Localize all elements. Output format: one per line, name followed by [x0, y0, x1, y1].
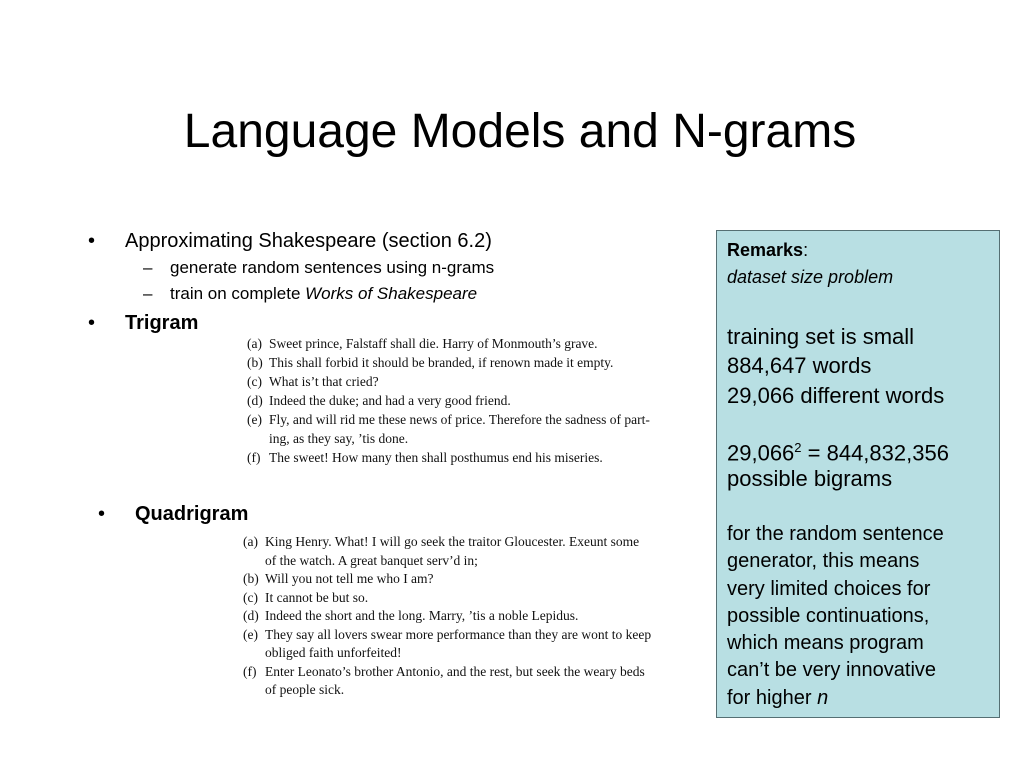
- bigram-base: 29,066: [727, 440, 795, 466]
- quadrigram-examples: [243, 532, 683, 697]
- bullet-dot-icon: •: [88, 312, 96, 334]
- remarks-distinct: 29,066 different words: [727, 383, 945, 408]
- remarks-note-line: [727, 685, 997, 712]
- bigram-result: = 844,832,356: [801, 440, 949, 466]
- example-label: (a): [247, 336, 262, 351]
- example-label: (a): [243, 534, 258, 549]
- bigram-exponent: 2: [794, 440, 802, 455]
- example-label: (b): [243, 571, 259, 586]
- example-label: (c): [243, 589, 258, 605]
- example-text-line: It cannot be but so.: [265, 589, 369, 605]
- remarks-note-line: for the random sentence: [727, 523, 944, 545]
- example-label: (f): [247, 450, 261, 465]
- example-text-line: Will you not tell me who I am?: [265, 571, 434, 586]
- example-text-line: of people sick.: [265, 682, 345, 697]
- dash-icon: –: [143, 258, 153, 277]
- example-label: (e): [243, 626, 258, 642]
- example-text-line: What is’t that cried?: [269, 374, 379, 389]
- example-text-line: This shall forbid it should be branded, if renown made it empty.: [269, 355, 614, 370]
- remarks-training: training set is small: [727, 324, 915, 349]
- example-label: (b): [247, 355, 263, 370]
- bullet-dot-icon: •: [88, 230, 96, 252]
- remarks-note-line: can’t be very innovative: [727, 659, 937, 682]
- example-text-line: They say all lovers swear more performance than they are wont to keep: [265, 626, 652, 642]
- remarks-note-line: very limited choices for: [727, 577, 931, 600]
- example-text-line: Sweet prince, Falstaff shall die. Harry of Monmouth’s grave.: [269, 336, 598, 351]
- example-text-line: Enter Leonato’s brother Antonio, and the rest, but seek the weary beds: [265, 663, 645, 679]
- dash-icon: –: [143, 284, 153, 303]
- remarks-heading: [727, 239, 808, 261]
- example-label: (c): [247, 374, 262, 389]
- trigram-examples: [247, 334, 687, 468]
- example-text-line: Fly, and will rid me these news of price. Therefore the sadness of part-: [269, 412, 650, 427]
- bullet-text-approximating: Approximating Shakespeare (section 6.2): [125, 230, 492, 252]
- example-text-line: The sweet! How many then shall posthumus end his miseries.: [269, 450, 603, 465]
- remarks-box: [716, 230, 1000, 718]
- remarks-note: [727, 521, 997, 712]
- remarks-note-line: possible continuations,: [727, 604, 930, 627]
- example-text-line: obliged faith unforfeited!: [265, 645, 402, 660]
- remarks-note-line: which means program: [727, 632, 924, 655]
- slide-title: Language Models and N-grams: [183, 105, 857, 158]
- remarks-words: 884,647 words: [727, 353, 872, 378]
- example-text-line: ing, as they say, ’tis done.: [269, 431, 409, 446]
- remarks-note-last-prefix: for higher: [727, 686, 818, 709]
- remarks-note-line: generator, this means: [727, 550, 920, 573]
- example-text-line: of the watch. A great banquet serv’d in;: [265, 552, 478, 568]
- remarks-heading-colon: :: [803, 240, 809, 260]
- works-of-shakespeare-italic: Works of Shakespeare: [305, 284, 478, 303]
- remarks-bigram-formula: [727, 433, 949, 467]
- subbullet-text-train: [170, 283, 477, 305]
- example-text-line: King Henry. What! I will go seek the traitor Gloucester. Exeunt some: [265, 534, 640, 549]
- example-label: (f): [243, 663, 257, 679]
- remarks-bigram-label: possible bigrams: [727, 466, 893, 491]
- subbullet-text-generate: generate random sentences using n-grams: [170, 258, 495, 277]
- remarks-heading-bold: Remarks: [727, 240, 804, 260]
- example-label: (d): [243, 608, 259, 623]
- bullet-dot-icon: •: [98, 503, 106, 525]
- bullet-text-quadrigram: Quadrigram: [135, 503, 249, 525]
- example-text-line: Indeed the duke; and had a very good friend.: [269, 393, 511, 408]
- subbullet-train-prefix: train on complete: [170, 284, 306, 303]
- example-label: (e): [247, 412, 262, 427]
- example-text-line: Indeed the short and the long. Marry, ’tis a noble Lepidus.: [265, 608, 579, 623]
- remarks-note-n-italic: n: [817, 686, 829, 709]
- bullet-text-trigram: Trigram: [125, 312, 199, 334]
- example-label: (d): [247, 393, 263, 408]
- remarks-subheading: dataset size problem: [727, 267, 894, 287]
